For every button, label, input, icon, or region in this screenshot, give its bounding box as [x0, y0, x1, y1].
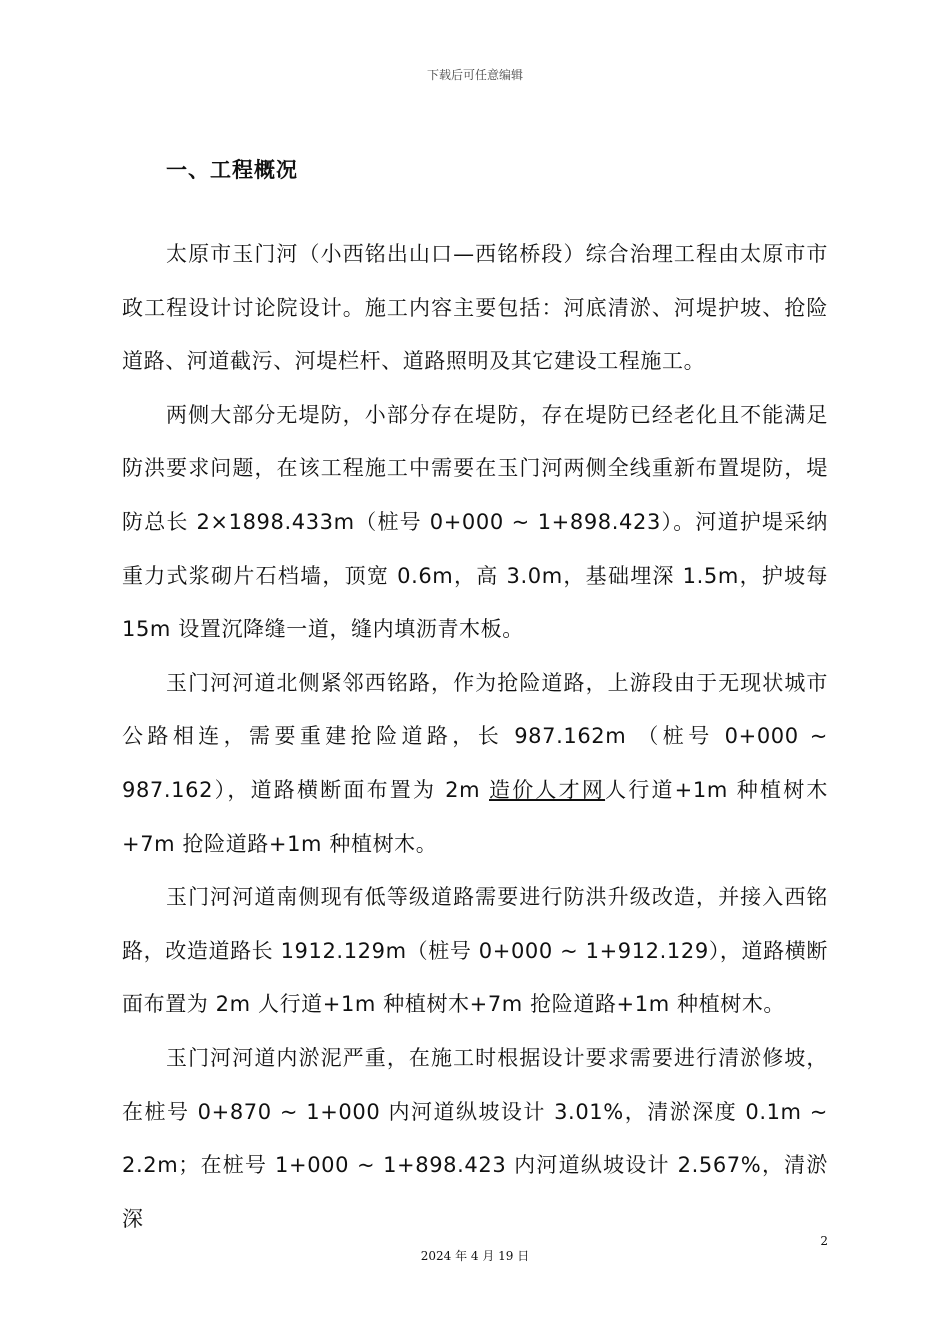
- page-footer-date: 2024 年 4 月 19 日: [420, 1249, 530, 1263]
- paragraph-3-text-a: 玉门河河道北侧紧邻西铭路，作为抢险道路，上游段由于无现状城市公路相连，需要重建抢险道路，长 987.162m （桩号 0+000 ~ 987.162），道路横断面布置为 2m: [122, 670, 828, 802]
- page-number: 2: [820, 1234, 828, 1248]
- page-header: 下载后可任意编辑: [426, 68, 523, 82]
- cost-talent-link[interactable]: 造价人才网: [489, 777, 606, 802]
- paragraph-5: 玉门河河道内淤泥严重，在施工时根据设计要求需要进行清淤修坡，在桩号 0+870 ~ 1+000 内河道纵坡设计 3.01%，清淤深度 0.1m ~ 2.2m；在桩号 1+000 ~ 1+898.423 内河道纵坡设计 2.567%，清淤深: [122, 1045, 828, 1231]
- paragraph-3: [122, 657, 828, 871]
- paragraph-1: 太原市玉门河（小西铭出山口—西铭桥段）综合治理工程由太原市市政工程设计讨论院设计。施工内容主要包括：河底清淤、河堤护坡、抢险道路、河道截污、河堤栏杆、道路照明及其它建设工程施工。: [122, 242, 828, 374]
- section-heading: 一、工程概况: [166, 158, 298, 182]
- document-body: [122, 228, 828, 1246]
- paragraph-2: 两侧大部分无堤防，小部分存在堤防，存在堤防已经老化且不能满足防洪要求问题，在该工程施工中需要在玉门河两侧全线重新布置堤防，堤防总长 2×1898.433m（桩号 0+000 ~ 1+898.423）。河道护堤采纳重力式浆砌片石档墙，顶宽 0.6m，高 3.0m，基础埋深 1.5m，护坡每 15m 设置沉降缝一道，缝内填沥青木板。: [122, 402, 828, 642]
- paragraph-3-text-b: 人行道+1m 种植树木+7m 抢险道路+1m 种植树木。: [122, 777, 829, 856]
- paragraph-4: 玉门河河道南侧现有低等级道路需要进行防洪升级改造，并接入西铭路，改造道路长 1912.129m（桩号 0+000 ~ 1+912.129），道路横断面布置为 2m 人行道+1m 种植树木+7m 抢险道路+1m 种植树木。: [122, 885, 828, 1017]
